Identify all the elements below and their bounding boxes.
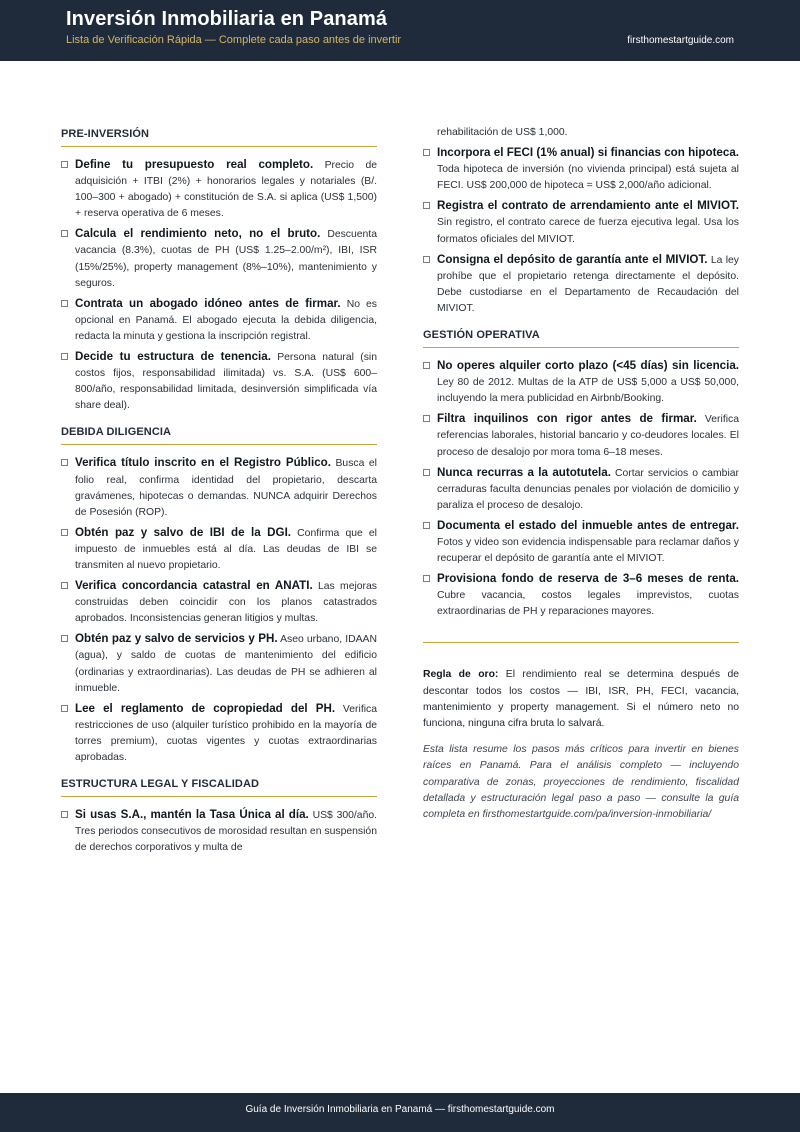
item-lead: Verifica título inscrito en el Registro Público. — [75, 456, 331, 470]
checkbox-icon[interactable] — [423, 575, 430, 582]
section-heading-estructura-legal: ESTRUCTURA LEGAL Y FISCALIDAD — [61, 776, 377, 797]
page-subtitle: Lista de Verificación Rápida — Complete cada paso antes de invertir — [66, 34, 402, 46]
checklist-item[interactable] — [423, 145, 739, 194]
checklist-item[interactable] — [423, 465, 739, 514]
left-column — [61, 126, 377, 860]
item-lead: Consigna el depósito de garantía ante el MIVIOT. — [437, 252, 708, 266]
section-heading-gestion-operativa: GESTIÓN OPERATIVA — [423, 327, 739, 348]
page-header — [0, 0, 800, 61]
checklist-item[interactable] — [423, 571, 739, 620]
item-lead: Contrata un abogado idóneo antes de firmar. — [75, 296, 341, 310]
golden-rule-lead: Regla de oro: — [423, 669, 499, 681]
item-desc: Ley 80 de 2012. Multas de la ATP de US$ 5,000 a US$ 50,000, incluyendo la mera publicidad en Airbnb/Booking. — [437, 377, 739, 405]
checklist-item[interactable] — [61, 296, 377, 345]
checkbox-icon[interactable] — [423, 522, 430, 529]
item-lead: Obtén paz y salvo de IBI de la DGI. — [75, 525, 292, 539]
checkbox-icon[interactable] — [423, 469, 430, 476]
item-desc: No es opcional en Panamá. El abogado ejecuta la debida diligencia, redacta la minuta y gestiona la inscripción registral. — [75, 298, 378, 342]
item-desc: Verifica restricciones de uso (alquiler turístico prohibido en la mayoría de torres premium), cuotas vigentes y cuotas extraordinarias aprobadas. — [75, 703, 377, 763]
checklist-item[interactable] — [61, 578, 377, 627]
section-heading-pre-inversion: PRE-INVERSIÓN — [61, 126, 377, 147]
item-lead: No operes alquiler corto plazo (<45 días) sin licencia. — [437, 359, 739, 373]
item-lead: Incorpora el FECI (1% anual) si financias con hipoteca. — [437, 146, 739, 160]
checkbox-icon[interactable] — [423, 256, 430, 263]
item-lead: Registra el contrato de arrendamiento ante el MIVIOT. — [437, 199, 739, 213]
item-lead: Provisiona fondo de reserva de 3–6 meses de renta. — [437, 572, 739, 586]
item-desc: Fotos y video son evidencia indispensable para reclamar daños y recuperar el depósito de garantía ante el MIVIOT. — [437, 536, 739, 565]
item-desc: US$ 300/año. Tres periodos consecutivos de morosidad resultan en suspensión de derechos corporativos y multa de — [75, 810, 378, 854]
item-desc: Las mejoras construidas deben coincidir con los planos catastrados aprobados. Inconsistencias generan litigios y multas. — [75, 581, 377, 625]
item-desc-continued: rehabilitación de US$ 1,000. — [437, 127, 568, 138]
page-footer: Guía de Inversión Inmobiliaria en Panamá — firsthomestartguide.com — [0, 1093, 800, 1132]
golden-rule-text: El rendimiento real se determina después de descontar todos los costos — IBI, ISR, PH, FECI, vacancia, mantenimiento y property management. Si el número neto no funciona, ninguna cifra bruta lo salvará. — [423, 669, 739, 730]
checkbox-icon[interactable] — [61, 459, 68, 466]
item-desc: Confirma que el impuesto de inmuebles está al día. Las deudas de IBI se transmiten al nuevo propietario. — [75, 527, 377, 571]
checklist-item[interactable] — [61, 701, 377, 766]
checklist-item[interactable] — [61, 157, 377, 222]
item-lead: Decide tu estructura de tenencia. — [75, 350, 271, 364]
page-title: Inversión Inmobiliaria en Panamá — [66, 8, 388, 30]
item-desc: Descuenta vacancia (8.3%), cuotas de PH (US$ 1.25–2.00/m²), IBI, ISR (15%/25%), property management (8%–10%), mantenimiento y seguros. — [75, 229, 378, 289]
checkbox-icon[interactable] — [61, 811, 68, 818]
item-lead: Define tu presupuesto real completo. — [75, 158, 314, 171]
item-desc: Persona natural (sin costos fijos, responsabilidad ilimitada) vs. S.A. (US$ 600–800/año, responsabilidad limitada, desinversión simplificada vía share deal). — [75, 352, 377, 412]
checklist-item[interactable] — [61, 455, 377, 520]
checkbox-icon[interactable] — [61, 529, 68, 536]
checklist-item[interactable] — [61, 631, 377, 696]
item-lead: Filtra inquilinos con rigor antes de firmar. — [437, 412, 697, 426]
checklist-item[interactable] — [423, 252, 739, 317]
checkbox-icon[interactable] — [61, 635, 68, 642]
item-lead: Verifica concordancia catastral en ANATI. — [75, 579, 313, 593]
section-heading-debida-diligencia: DEBIDA DILIGENCIA — [61, 424, 377, 445]
item-lead: Lee el reglamento de copropiedad del PH. — [75, 701, 336, 715]
checklist-item[interactable] — [61, 226, 377, 291]
item-desc: Sin registro, el contrato carece de fuerza ejecutiva legal. Usa los formatos oficiales del MIVIOT. — [437, 217, 739, 245]
section-divider — [423, 642, 739, 643]
checkbox-icon[interactable] — [61, 353, 68, 360]
item-desc: Toda hipoteca de inversión (no vivienda principal) está sujeta al FECI. US$ 200,000 de hipoteca = US$ 2,000/año adicional. — [437, 164, 739, 192]
checklist-item[interactable] — [423, 358, 739, 407]
item-desc: Verifica referencias laborales, historial bancario y co-deudores locales. El proceso de desalojo por mora toma 6–18 meses. — [437, 414, 739, 458]
item-desc: La ley prohíbe que el propietario retenga directamente el depósito. Debe custodiarse en el Departamento de Recaudación del MIVIOT. — [437, 254, 740, 314]
checklist-item[interactable] — [61, 525, 377, 574]
item-lead: Documenta el estado del inmueble antes de entregar. — [437, 518, 739, 532]
checklist-item[interactable] — [423, 518, 739, 567]
checkbox-icon[interactable] — [61, 582, 68, 589]
checkbox-icon[interactable] — [61, 705, 68, 712]
checkbox-icon[interactable] — [423, 362, 430, 369]
checkbox-icon[interactable] — [423, 415, 430, 422]
checkbox-icon[interactable] — [423, 202, 430, 209]
item-lead: Calcula el rendimiento neto, no el bruto. — [75, 227, 321, 241]
checkbox-icon[interactable] — [423, 149, 430, 156]
checklist-item[interactable] — [61, 349, 377, 414]
checklist-item[interactable] — [423, 411, 739, 460]
item-lead: Nunca recurras a la autotutela. — [437, 465, 611, 479]
checkbox-icon[interactable] — [61, 161, 68, 168]
right-column — [423, 126, 739, 823]
site-link[interactable]: firsthomestartguide.com — [627, 35, 734, 46]
checklist-item[interactable] — [423, 198, 739, 247]
checkbox-icon[interactable] — [61, 300, 68, 307]
closing-note: Esta lista resume los pasos más críticos para invertir en bienes raíces en Panamá. Para el análisis completo — incluyendo comparativa de zonas, proyecciones de rendimiento, fiscalidad detallada y estructuración legal paso a paso — consulte la guía completa en firsthomestartguide.com/pa/inversion-inmobiliaria/ — [423, 744, 739, 821]
checkbox-icon[interactable] — [61, 230, 68, 237]
item-desc: Cubre vacancia, costos legales imprevistos, cuotas extraordinarias de PH y reparaciones mayores. — [437, 590, 739, 618]
item-desc: Precio de adquisición + ITBI (2%) + honorarios legales y notariales (B/. 100–300 + abogado) + constitución de S.A. si aplica (US$ 1,500) + reserva operativa de 6 meses. — [75, 160, 378, 220]
item-desc: Aseo urbano, IDAAN (agua), y saldo de cuotas de mantenimiento del edificio (ordinarias y extraordinarias). Las deudas de PH se adhieren al inmueble. — [75, 634, 377, 694]
item-desc: Cortar servicios o cambiar cerraduras faculta denuncias penales por violación de domicilio y paraliza el proceso de desalojo. — [437, 467, 739, 511]
item-desc: Busca el folio real, confirma identidad del propietario, descarta gravámenes, hipotecas o demandas. NUNCA adquirir Derechos de Posesión (ROP). — [75, 458, 377, 518]
checklist-item[interactable] — [61, 807, 377, 856]
item-lead: Si usas S.A., mantén la Tasa Única al día. — [75, 808, 309, 822]
golden-rule — [423, 667, 739, 732]
item-lead: Obtén paz y salvo de servicios y PH. — [75, 632, 278, 646]
